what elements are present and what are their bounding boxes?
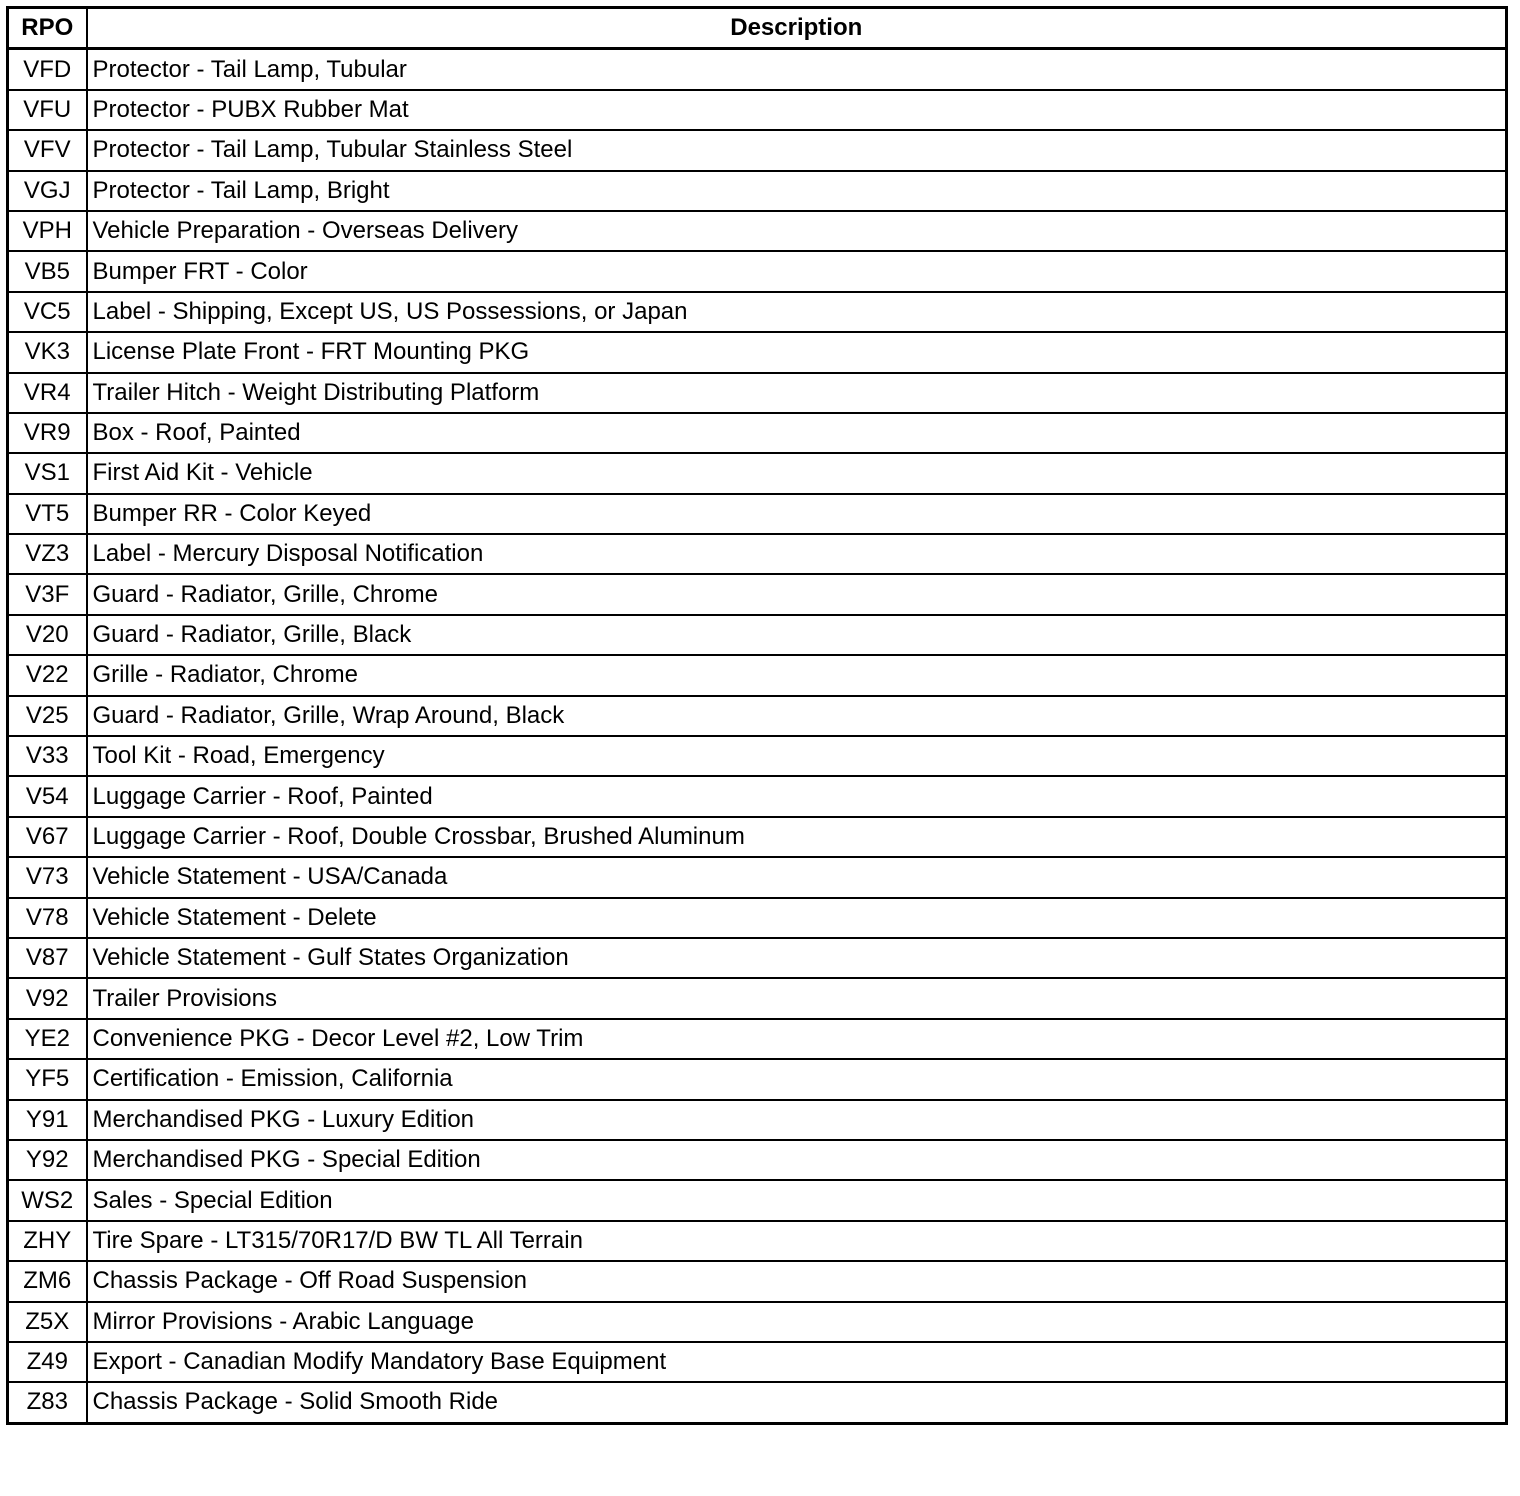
description-cell: Label - Mercury Disposal Notification — [87, 534, 1507, 574]
rpo-code-cell: Z5X — [8, 1302, 87, 1342]
header-rpo: RPO — [8, 8, 87, 49]
description-cell: Chassis Package - Off Road Suspension — [87, 1261, 1507, 1301]
description-cell: Vehicle Statement - Gulf States Organization — [87, 938, 1507, 978]
table-row — [8, 292, 1507, 332]
description-cell: Trailer Provisions — [87, 978, 1507, 1018]
table-row — [8, 574, 1507, 614]
table-row — [8, 615, 1507, 655]
rpo-code-cell: VR9 — [8, 413, 87, 453]
rpo-code-cell: V67 — [8, 817, 87, 857]
rpo-code-cell: V20 — [8, 615, 87, 655]
table-row — [8, 534, 1507, 574]
table-row — [8, 211, 1507, 251]
table-row — [8, 251, 1507, 291]
rpo-code-cell: V3F — [8, 574, 87, 614]
description-cell: Protector - Tail Lamp, Bright — [87, 171, 1507, 211]
rpo-code-cell: Z83 — [8, 1382, 87, 1423]
description-cell: Luggage Carrier - Roof, Double Crossbar, Brushed Aluminum — [87, 817, 1507, 857]
table-row — [8, 130, 1507, 170]
description-cell: Guard - Radiator, Grille, Wrap Around, Black — [87, 696, 1507, 736]
table-row — [8, 413, 1507, 453]
rpo-code-cell: ZM6 — [8, 1261, 87, 1301]
rpo-code-cell: VR4 — [8, 373, 87, 413]
description-cell: Tire Spare - LT315/70R17/D BW TL All Terrain — [87, 1221, 1507, 1261]
description-cell: Box - Roof, Painted — [87, 413, 1507, 453]
rpo-code-cell: Y92 — [8, 1140, 87, 1180]
table-row — [8, 1019, 1507, 1059]
description-cell: Merchandised PKG - Special Edition — [87, 1140, 1507, 1180]
description-cell: Guard - Radiator, Grille, Chrome — [87, 574, 1507, 614]
rpo-code-cell: Z49 — [8, 1342, 87, 1382]
table-row — [8, 90, 1507, 130]
table-row — [8, 817, 1507, 857]
rpo-code-cell: V54 — [8, 776, 87, 816]
description-cell: Vehicle Statement - Delete — [87, 898, 1507, 938]
rpo-code-cell: ZHY — [8, 1221, 87, 1261]
table-row — [8, 1221, 1507, 1261]
rpo-code-cell: V25 — [8, 696, 87, 736]
description-cell: Convenience PKG - Decor Level #2, Low Trim — [87, 1019, 1507, 1059]
rpo-code-cell: YE2 — [8, 1019, 87, 1059]
rpo-code-cell: Y91 — [8, 1100, 87, 1140]
table-row — [8, 655, 1507, 695]
rpo-code-cell: VFU — [8, 90, 87, 130]
rpo-code-cell: VK3 — [8, 332, 87, 372]
description-cell: Mirror Provisions - Arabic Language — [87, 1302, 1507, 1342]
description-cell: Grille - Radiator, Chrome — [87, 655, 1507, 695]
table-row — [8, 49, 1507, 90]
table-row — [8, 1100, 1507, 1140]
description-cell: Merchandised PKG - Luxury Edition — [87, 1100, 1507, 1140]
table-row — [8, 776, 1507, 816]
description-cell: License Plate Front - FRT Mounting PKG — [87, 332, 1507, 372]
description-cell: Protector - PUBX Rubber Mat — [87, 90, 1507, 130]
description-cell: Tool Kit - Road, Emergency — [87, 736, 1507, 776]
table-row — [8, 373, 1507, 413]
rpo-table — [6, 6, 1508, 1425]
description-cell: Certification - Emission, California — [87, 1059, 1507, 1099]
table-row — [8, 978, 1507, 1018]
description-cell: Label - Shipping, Except US, US Possessions, or Japan — [87, 292, 1507, 332]
header-description: Description — [87, 8, 1507, 49]
description-cell: Protector - Tail Lamp, Tubular — [87, 49, 1507, 90]
table-row — [8, 1261, 1507, 1301]
description-cell: Sales - Special Edition — [87, 1180, 1507, 1220]
rpo-code-cell: VT5 — [8, 494, 87, 534]
description-cell: Vehicle Preparation - Overseas Delivery — [87, 211, 1507, 251]
table-row — [8, 1382, 1507, 1423]
header-row — [8, 8, 1507, 49]
table-row — [8, 696, 1507, 736]
rpo-code-cell: VS1 — [8, 453, 87, 493]
description-cell: Protector - Tail Lamp, Tubular Stainless Steel — [87, 130, 1507, 170]
description-cell: Chassis Package - Solid Smooth Ride — [87, 1382, 1507, 1423]
rpo-code-cell: VFD — [8, 49, 87, 90]
table-row — [8, 1342, 1507, 1382]
description-cell: Guard - Radiator, Grille, Black — [87, 615, 1507, 655]
table-row — [8, 453, 1507, 493]
table-row — [8, 1140, 1507, 1180]
table-row — [8, 171, 1507, 211]
rpo-code-cell: VC5 — [8, 292, 87, 332]
table-row — [8, 332, 1507, 372]
rpo-code-cell: V73 — [8, 857, 87, 897]
table-row — [8, 1180, 1507, 1220]
table-row — [8, 736, 1507, 776]
rpo-code-cell: V33 — [8, 736, 87, 776]
rpo-code-cell: WS2 — [8, 1180, 87, 1220]
table-body — [8, 49, 1507, 1423]
rpo-code-cell: V92 — [8, 978, 87, 1018]
description-cell: First Aid Kit - Vehicle — [87, 453, 1507, 493]
table-row — [8, 857, 1507, 897]
table-header — [8, 8, 1507, 49]
rpo-code-cell: V78 — [8, 898, 87, 938]
table-row — [8, 898, 1507, 938]
table-row — [8, 494, 1507, 534]
description-cell: Vehicle Statement - USA/Canada — [87, 857, 1507, 897]
rpo-code-cell: VZ3 — [8, 534, 87, 574]
rpo-code-cell: VPH — [8, 211, 87, 251]
rpo-code-cell: V22 — [8, 655, 87, 695]
description-cell: Bumper RR - Color Keyed — [87, 494, 1507, 534]
table-row — [8, 1059, 1507, 1099]
description-cell: Luggage Carrier - Roof, Painted — [87, 776, 1507, 816]
rpo-code-cell: YF5 — [8, 1059, 87, 1099]
description-cell: Bumper FRT - Color — [87, 251, 1507, 291]
description-cell: Trailer Hitch - Weight Distributing Platform — [87, 373, 1507, 413]
rpo-code-cell: VFV — [8, 130, 87, 170]
rpo-code-cell: VGJ — [8, 171, 87, 211]
rpo-code-cell: VB5 — [8, 251, 87, 291]
rpo-code-cell: V87 — [8, 938, 87, 978]
table-row — [8, 1302, 1507, 1342]
description-cell: Export - Canadian Modify Mandatory Base Equipment — [87, 1342, 1507, 1382]
table-row — [8, 938, 1507, 978]
